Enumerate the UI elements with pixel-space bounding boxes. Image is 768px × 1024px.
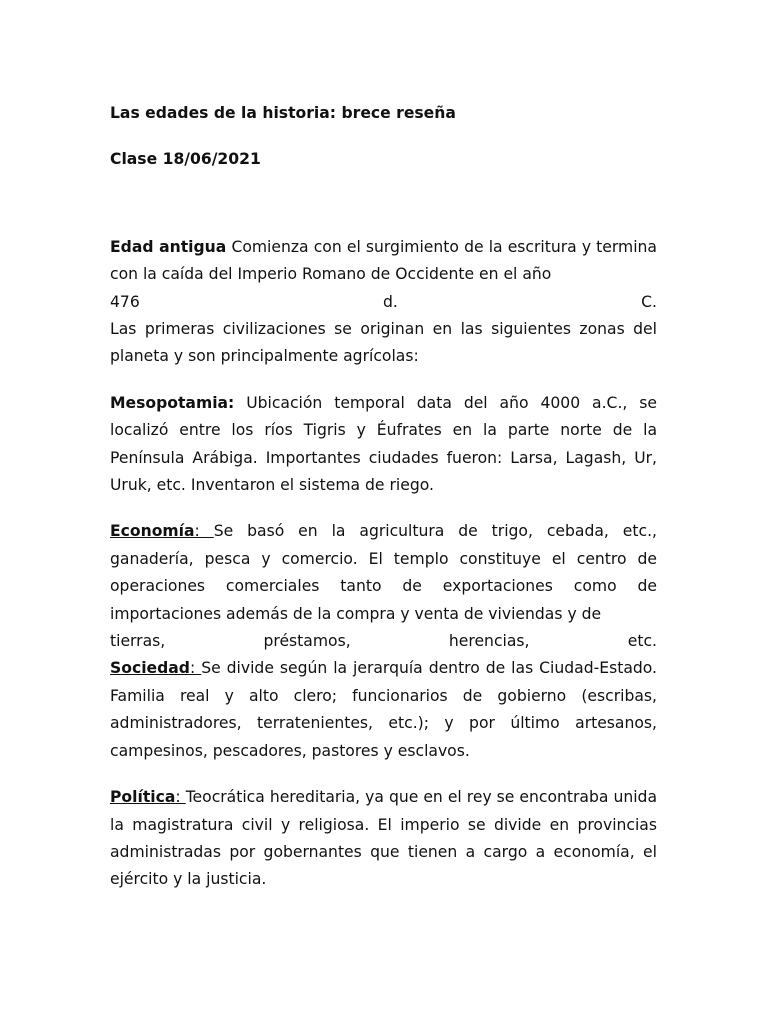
section-politica xyxy=(110,784,657,894)
document-title: Las edades de la historia: brece reseña xyxy=(110,104,456,122)
politica-term: Política xyxy=(110,788,176,807)
class-date: Clase 18/06/2021 xyxy=(110,150,261,169)
section-mesopotamia xyxy=(110,390,657,500)
economia-separator: : xyxy=(194,522,214,541)
sociedad-separator: : xyxy=(189,659,202,678)
economia-text-2: tierras, préstamos, herencias, etc. xyxy=(110,632,657,651)
document-page xyxy=(110,100,657,894)
sociedad-text: Se divide según la jerarquía dentro de las Ciudad-Estado. Familia real y alto clero; funcionarios de gobierno (escribas, administradores, terratenientes, etc.); y por último artesanos, campesinos, pescadores, pastores y esclavos. xyxy=(110,659,658,760)
edad-antigua-text-1: Comienza con el surgimiento de la escritura y termina con la caída del Imperio Romano de Occidente en el año xyxy=(110,237,657,284)
section-sociedad xyxy=(110,655,657,765)
mesopotamia-term: Mesopotamia: xyxy=(110,393,235,412)
edad-antigua-paragraph xyxy=(110,234,657,289)
spacer xyxy=(110,174,657,234)
mesopotamia-text: Ubicación temporal data del año 4000 a.C., se localizó entre los ríos Tigris y Éufrates en la parte norte de la Península Arábiga. Importantes ciudades fueron: Larsa, Lagash, Ur, Uruk, etc. Inventaron el sistema de riego. xyxy=(110,393,657,495)
economia-paragraph xyxy=(110,518,657,628)
politica-text: Teocrática hereditaria, ya que en el rey se encontraba unida la magistratura civil y religiosa. El imperio se divide en provincias administradas por gobernantes que tienen a cargo a economía, el ejército y la justicia. xyxy=(110,788,658,889)
edad-antigua-text-2: 476 d. C. xyxy=(110,292,657,311)
section-economia xyxy=(110,518,657,655)
sociedad-paragraph xyxy=(110,655,657,765)
edad-antigua-term: Edad antigua xyxy=(110,237,227,256)
spacer xyxy=(110,371,657,390)
economia-text-1: Se basó en la agricultura de trigo, cebada, etc., ganadería, pesca y comercio. El templo constituye el centro de operaciones comerciales tanto de exportaciones como de importaciones además de la compra y venta de viviendas y de xyxy=(110,522,657,623)
mesopotamia-paragraph xyxy=(110,390,657,500)
edad-antigua-text-3: Las primeras civilizaciones se originan en las siguientes zonas del planeta y son principalmente agrícolas: xyxy=(110,320,657,366)
spacer xyxy=(110,765,657,784)
economia-term: Economía xyxy=(110,522,195,541)
politica-paragraph xyxy=(110,784,657,894)
section-edad-antigua xyxy=(110,234,657,371)
politica-separator: : xyxy=(175,788,186,807)
sociedad-term: Sociedad xyxy=(110,659,190,678)
spacer xyxy=(110,499,657,518)
